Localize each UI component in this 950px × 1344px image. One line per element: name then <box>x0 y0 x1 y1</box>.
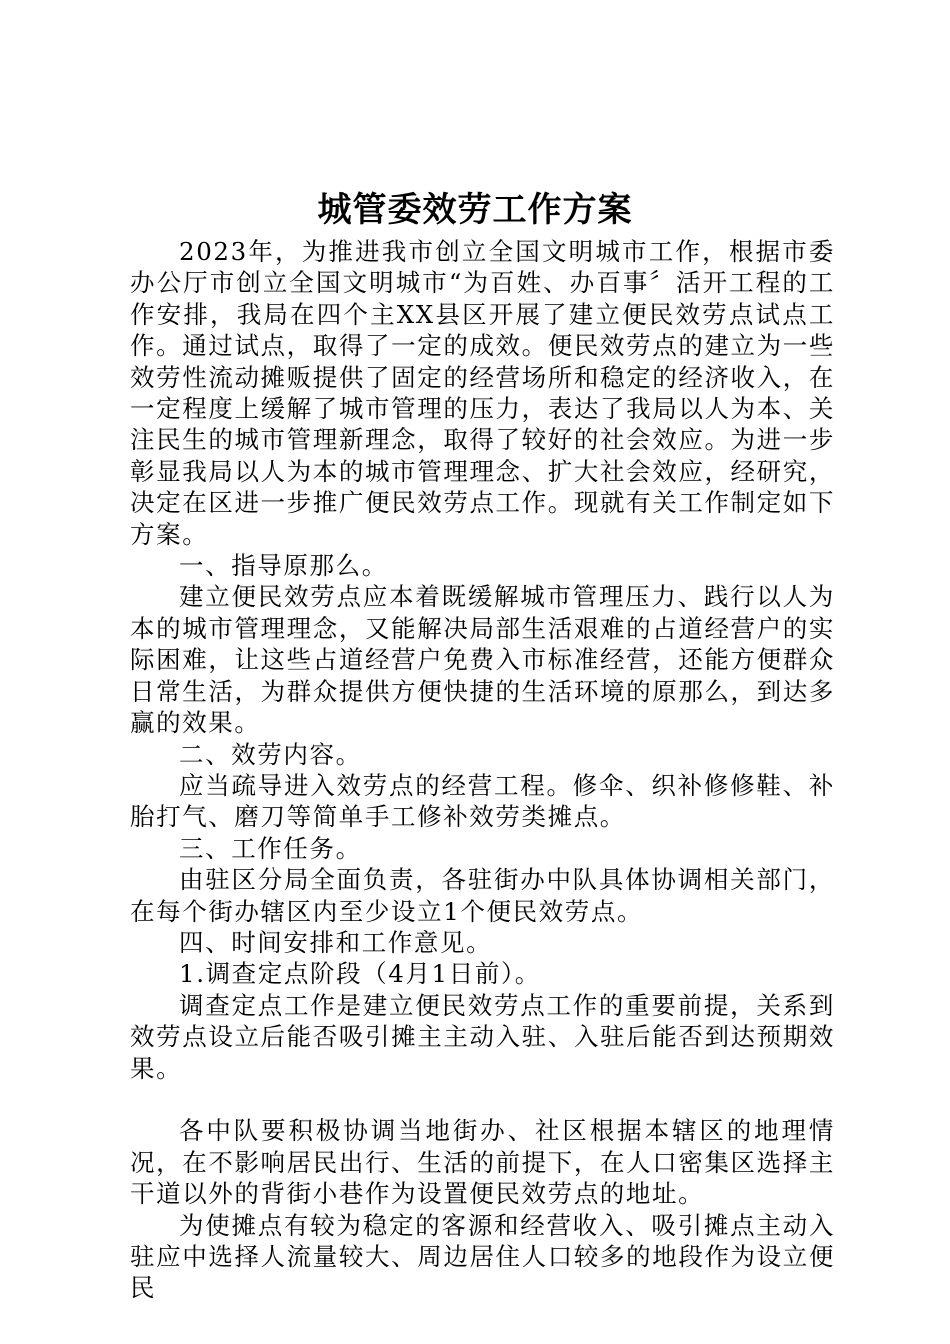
blank-line <box>130 1084 835 1115</box>
paragraph-guiding-principle: 建立便民效劳点应本着既缓解城市管理压力、践行以人为本的城市管理理念，又能解决局部生活艰难的占道经营户的实际困难，让这些占道经营户免费入市标准经营，还能方便群众日常生活，为群众提供方便快捷的生活环境的原那么，到达多赢的效果。 <box>130 582 835 738</box>
paragraph-site-selection: 各中队要积极协调当地街办、社区根据本辖区的地理情况，在不影响居民出行、生活的前提下，在人口密集区选择主干道以外的背街小巷作为设置便民效劳点的地址。 <box>130 1116 835 1209</box>
document-title: 城管委效劳工作方案 <box>317 190 633 230</box>
heading-service-content: 二、效劳内容。 <box>179 739 362 769</box>
heading-schedule: 四、时间安排和工作意见。 <box>179 927 493 957</box>
heading-guiding-principle: 一、指导原那么。 <box>179 551 388 581</box>
paragraph-customer-flow: 为使摊点有较为稳定的客源和经营收入、吸引摊点主动入驻应中选择人流量较大、周边居住人口较多的地段作为设立便民 <box>130 1210 835 1303</box>
paragraph-survey-importance: 调查定点工作是建立便民效劳点工作的重要前提，关系到效劳点设立后能否吸引摊主主动入驻、入驻后能否到达预期效果。 <box>130 990 835 1083</box>
heading-survey-stage: 1.调查定点阶段（4月1日前）。 <box>179 959 541 989</box>
paragraph-work-tasks: 由驻区分局全面负责，各驻街办中队具体协调相关部门，在每个街办辖区内至少设立1个便民效劳点。 <box>130 865 835 926</box>
paragraph-intro: 2023年，为推进我市创立全国文明城市工作，根据市委办公厅市创立全国文明城市“为百姓、办百事〞活开工程的工作安排，我局在四个主XX县区开展了建立便民效劳点试点工作。通过试点，取得了一定的成效。便民效劳点的建立为一些效劳性流动摊贩提供了固定的经营场所和稳定的经济收入，在一定程度上缓解了城市管理的压力，表达了我局以人为本、关注民生的城市管理新理念，取得了较好的社会效应。为进一步彰显我局以人为本的城市管理理念、扩大社会效应，经研究，决定在区进一步推广便民效劳点工作。现就有关工作制定如下方案。 <box>130 237 835 549</box>
paragraph-service-content: 应当疏导进入效劳点的经营工程。修伞、织补修修鞋、补胎打气、磨刀等简单手工修补效劳类摊点。 <box>130 770 835 832</box>
heading-work-tasks: 三、工作任务。 <box>179 833 362 863</box>
document-body <box>130 236 835 1304</box>
